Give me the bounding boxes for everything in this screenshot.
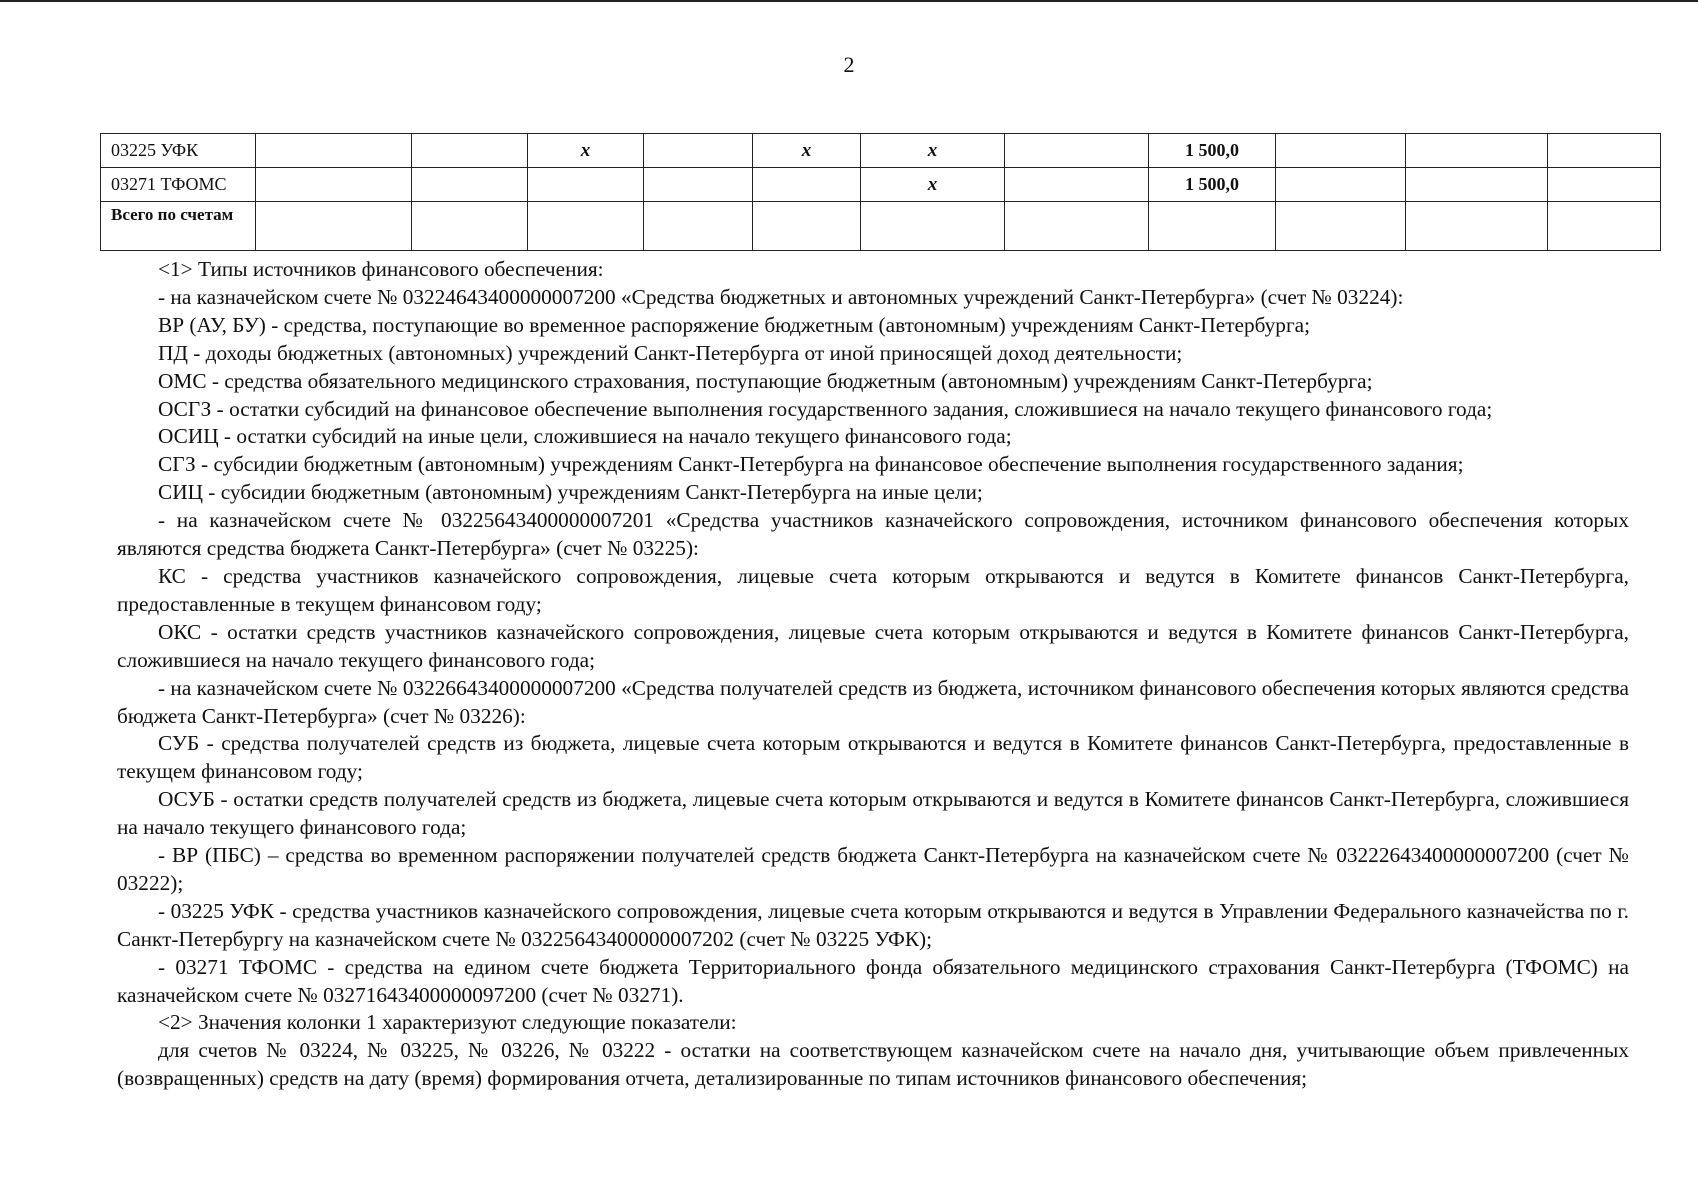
- paragraph: КС - средства участников казначейского сопровождения, лицевые счета которым открываются и ведутся в Комитете финансов Санкт-Петербурга, предоставленные в текущем финансовом году;: [117, 563, 1629, 616]
- paragraph: - на казначейском счете № 03224643400000007200 «Средства бюджетных и автономных учреждений Санкт-Петербурга» (счет № 03224):: [158, 284, 1404, 309]
- table-cell: [256, 168, 412, 202]
- table-cell: x: [753, 134, 861, 168]
- table-cell: [1005, 202, 1149, 251]
- table-cell: [1276, 202, 1406, 251]
- table-row: [101, 168, 1661, 202]
- paragraph: ОМС - средства обязательного медицинского страхования, поступающие бюджетным (автономным) учреждениям Санкт-Петербурга;: [158, 368, 1373, 393]
- paragraph: СГЗ - субсидии бюджетным (автономным) учреждениям Санкт-Петербурга на финансовое обеспечение выполнения государственного задания;: [158, 452, 1464, 477]
- table-cell: [1276, 134, 1406, 168]
- table-cell: [644, 134, 753, 168]
- paragraph: ВР (АУ, БУ) - средства, поступающие во временное распоряжение бюджетным (автономным) учреждениям Санкт-Петербурга;: [158, 312, 1311, 337]
- paragraph: ОСГЗ - остатки субсидий на финансовое обеспечение выполнения государственного задания, сложившиеся на начало текущего финансового года;: [158, 396, 1493, 421]
- table-cell: 1 500,0: [1149, 134, 1276, 168]
- table-cell: [256, 202, 412, 251]
- table-cell: [528, 202, 644, 251]
- table-cell: [644, 202, 753, 251]
- top-rule: [0, 0, 1698, 2]
- table-cell: [1548, 134, 1661, 168]
- accounts-table: [100, 133, 1661, 251]
- table-cell: [1005, 134, 1149, 168]
- paragraph: - на казначейском счете № 03226643400000007200 «Средства получателей средств из бюджета, источником финансового обеспечения которых являются средства бюджета Санкт-Петербурга» (счет № 03226):: [117, 675, 1629, 728]
- paragraph: ПД - доходы бюджетных (автономных) учреждений Санкт-Петербурга от иной приносящей доход деятельности;: [158, 340, 1183, 365]
- row-label: 03225 УФК: [101, 134, 256, 168]
- paragraph: ОСИЦ - остатки субсидий на иные цели, сложившиеся на начало текущего финансового года;: [158, 424, 1012, 449]
- paragraph: СУБ - средства получателей средств из бюджета, лицевые счета которым открываются и ведутся в Комитете финансов Санкт-Петербурга, предоставленные в текущем финансовом году;: [117, 731, 1629, 784]
- row-label: Всего по счетам: [101, 202, 256, 251]
- table-cell: [753, 202, 861, 251]
- paragraph: - 03225 УФК - средства участников казначейского сопровождения, лицевые счета которым открываются и ведутся в Управлении Федерального казначейства по г. Санкт-Петербургу на казначейском счете № 03225643400000007202 (счет № 03225 УФК);: [117, 898, 1629, 951]
- paragraph: <1> Типы источников финансового обеспечения:: [158, 257, 604, 281]
- table-cell: x: [528, 134, 644, 168]
- page-number: 2: [843, 52, 855, 77]
- table-cell: [1548, 168, 1661, 202]
- table-cell: [644, 168, 753, 202]
- table-cell: [412, 134, 528, 168]
- table-cell: x: [861, 168, 1005, 202]
- paragraph: ОКС - остатки средств участников казначейского сопровождения, лицевые счета которым открываются и ведутся в Комитете финансов Санкт-Петербурга, сложившиеся на начало текущего финансового года;: [117, 619, 1629, 672]
- table-cell: [1005, 168, 1149, 202]
- table-cell: x: [861, 134, 1005, 168]
- paragraph: СИЦ - субсидии бюджетным (автономным) учреждениям Санкт-Петербурга на иные цели;: [158, 480, 983, 505]
- table-cell: [1406, 134, 1548, 168]
- paragraph: ОСУБ - остатки средств получателей средств из бюджета, лицевые счета которым открываются и ведутся в Комитете финансов Санкт-Петербурга, сложившиеся на начало текущего финансового года;: [117, 787, 1629, 840]
- paragraph: - ВР (ПБС) – средства во временном распоряжении получателей средств бюджета Санкт-Петербурга на казначейском счете № 03222643400000007200 (счет № 03222);: [117, 843, 1629, 895]
- paragraph: <2> Значения колонки 1 характеризуют следующие показатели:: [158, 1010, 737, 1035]
- table-cell: [1149, 202, 1276, 251]
- table-cell: [412, 168, 528, 202]
- table-cell: [1548, 202, 1661, 251]
- paragraph: - на казначейском счете № 03225643400000007201 «Средства участников казначейского сопровождения, источником финансового обеспечения которых являются средства бюджета Санкт-Петербурга» (счет № 03225):: [117, 508, 1629, 561]
- table-cell: [412, 202, 528, 251]
- table-cell: [256, 134, 412, 168]
- table-cell: [1276, 168, 1406, 202]
- table-cell: [1406, 168, 1548, 202]
- row-label: 03271 ТФОМС: [101, 168, 256, 202]
- footnotes-text: [117, 256, 1629, 1093]
- table-cell: [528, 168, 644, 202]
- table-cell: [753, 168, 861, 202]
- paragraph: - 03271 ТФОМС - средства на едином счете бюджета Территориального фонда обязательного медицинского страхования Санкт-Петербурга (ТФОМС) на казначейском счете № 03271643400000097200 (счет № 03271).: [117, 954, 1629, 1007]
- table-cell: 1 500,0: [1149, 168, 1276, 202]
- table-row: [101, 202, 1661, 251]
- table-row: [101, 134, 1661, 168]
- table-cell: [1406, 202, 1548, 251]
- paragraph: для счетов № 03224, № 03225, № 03226, № 03222 - остатки на соответствующем казначейском счете на начало дня, учитывающие объем привлеченных (возвращенных) средств на дату (время) формирования отчета, детализированные по типам источников финансового обеспечения;: [117, 1038, 1629, 1091]
- table-cell: [861, 202, 1005, 251]
